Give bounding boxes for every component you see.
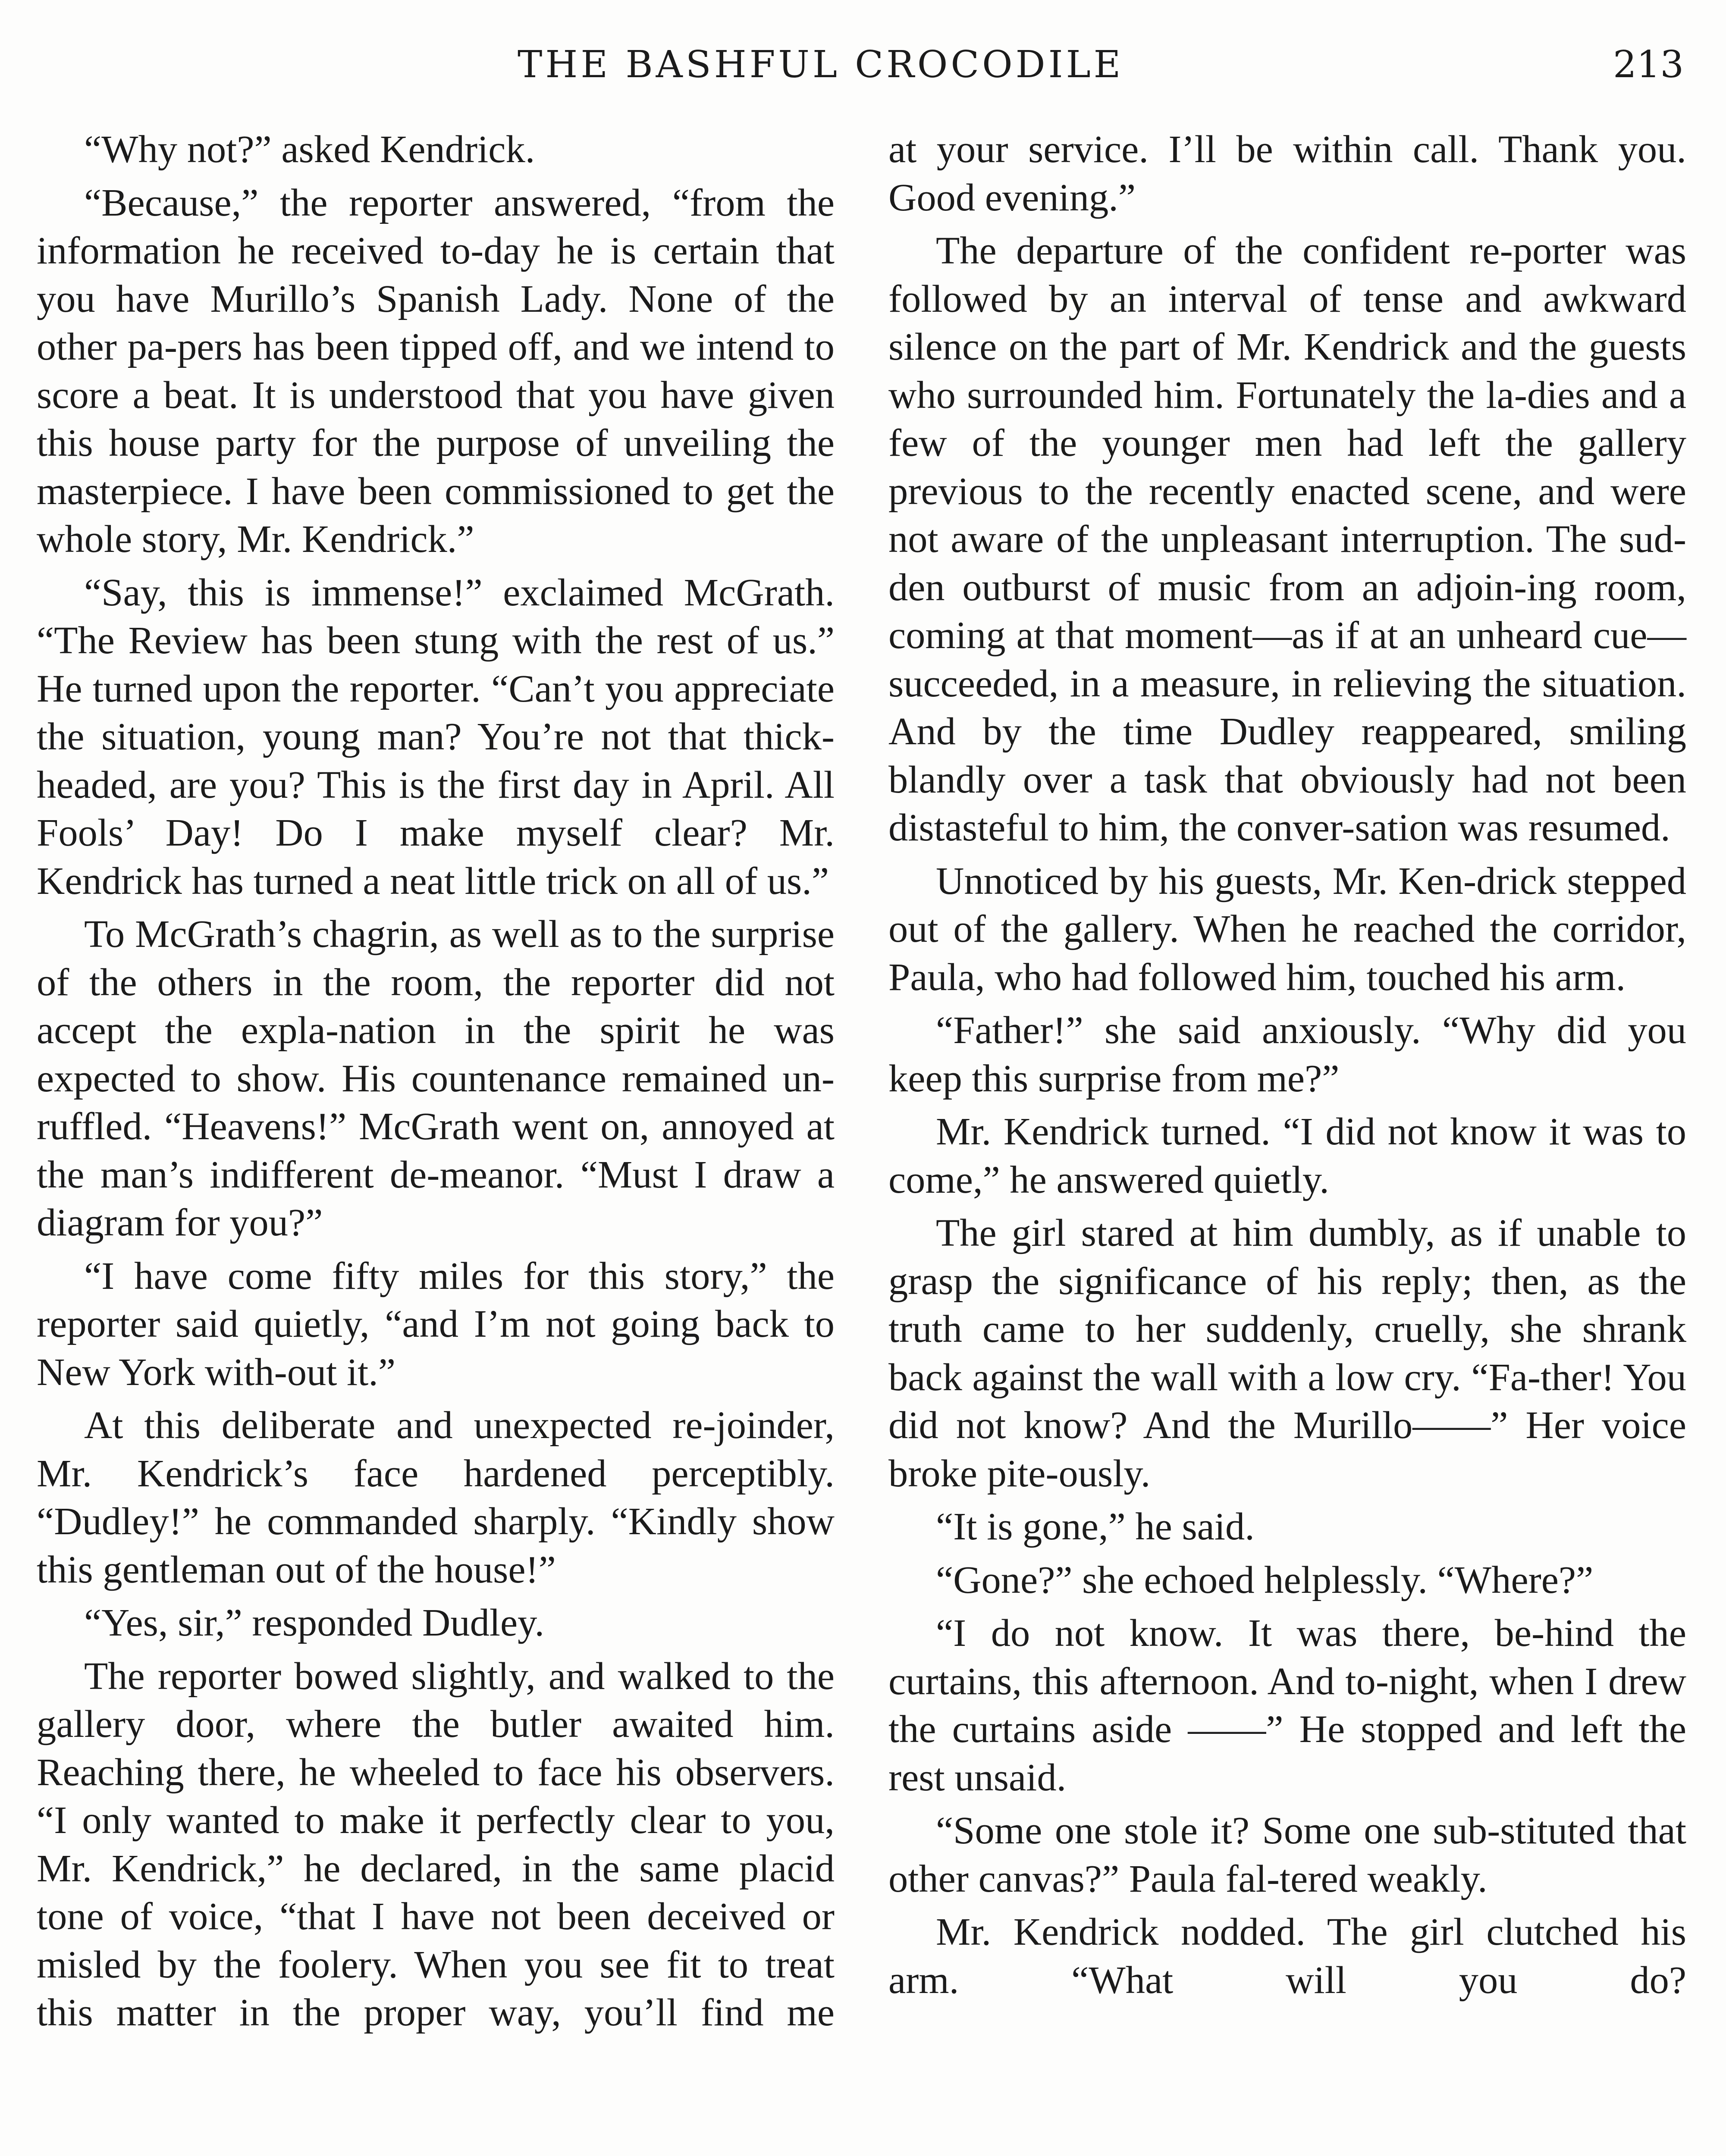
paragraph: “It is gone,” he said. (936, 1504, 1255, 1548)
paragraph: The girl stared at him dumbly, as if unable to grasp the significance of his reply; then, as the truth came to her suddenly, cruelly, she shrank back against the wall with a low cry. “Fa-ther! You did not know? And the Murillo——” Her voice broke pite-ously. (888, 1211, 1686, 1495)
paragraph: “I do not know. It was there, be-hind the curtains, this afternoon. And to-night, when I drew the curtains aside ——” He stopped and left the rest unsaid. (888, 1611, 1686, 1799)
page-number: 213 (1613, 43, 1684, 86)
paragraph-continued: at your service. I’ll be within call. Thank you. Good evening.” (888, 127, 1686, 219)
paragraph: The departure of the confident re-porter was followed by an interval of tense and awkward silence on the part of Mr. Kendrick and the guests who surrounded him. Fortunately the la-dies and a few of the younger men had left the gallery previous to the recently enacted scene, and were not aware of the unpleasant interruption. The sud-den outburst of music from an adjoin-ing room, coming at that moment—as if at an unheard cue—succeeded, in a measure, in relieving the situation. And by the time Dudley reappeared, smiling blandly over a task that obviously had not been distasteful to him, the conver-sation was resumed. (888, 229, 1686, 849)
paragraph: Unnoticed by his guests, Mr. Ken-drick stepped out of the gallery. When he reached the corridor, Paula, who had followed him, touched his arm. (888, 859, 1686, 999)
left-column (37, 125, 835, 2042)
paragraph: “Some one stole it? Some one sub-stituted that other canvas?” Paula fal-tered weakly. (888, 1808, 1686, 1900)
paragraph: To McGrath’s chagrin, as well as to the surprise of the others in the room, the reporter did not accept the expla-nation in the spirit he was expected to show. His countenance remained un-ruffled. “Heavens!” McGrath went on, annoyed at the man’s indifferent de-meanor. “Must I draw a diagram for you?” (37, 912, 835, 1244)
paragraph: “Because,” the reporter answered, “from the information he received to-day he is certain that you have Murillo’s Spanish Lady. None of the other pa-pers has been tipped off, and we intend to score a beat. It is understood that you have given this house party for the purpose of unveiling the masterpiece. I have been commissioned to get the whole story, Mr. Kendrick.” (37, 180, 835, 561)
paragraph: “Father!” she said anxiously. “Why did you keep this surprise from me?” (888, 1008, 1686, 1100)
paragraph: At this deliberate and unexpected re-joinder, Mr. Kendrick’s face hardened perceptibly. “Dudley!” he commanded sharply. “Kindly show this gentleman out of the house!” (37, 1403, 835, 1591)
running-title: THE BASHFUL CROCODILE (518, 43, 1124, 86)
paragraph: “Why not?” asked Kendrick. (84, 127, 535, 171)
paragraph: Mr. Kendrick turned. “I did not know it was to come,” he answered quietly. (888, 1109, 1686, 1201)
paragraph: Mr. Kendrick nodded. The girl clutched his arm. “What will you do? (888, 1910, 1686, 2002)
paragraph: “Say, this is immense!” exclaimed McGrath. “The Review has been stung with the rest of us.” He turned upon the reporter. “Can’t you appreciate the situation, young man? You’re not that thick-headed, are you? This is the first day in April. All Fools’ Day! Do I make myself clear? Mr. Kendrick has turned a neat little trick on all of us.” (37, 570, 835, 903)
right-column (888, 125, 1686, 2009)
paragraph: The reporter bowed slightly, and walked to the gallery door, where the butler awaited him. Reaching there, he wheeled to face his observers. “I only wanted to make it perfectly clear to you, Mr. Kendrick,” he declared, in the same placid tone of voice, “that I have not been deceived or misled by the foolery. When you see fit to treat this matter in the proper way, you’ll find me (37, 1654, 835, 2034)
paragraph: “Yes, sir,” responded Dudley. (84, 1601, 545, 1644)
paragraph: “Gone?” she echoed helplessly. “Where?” (936, 1557, 1594, 1601)
paragraph: “I have come fifty miles for this story,” the reporter said quietly, “and I’m not going back to New York with-out it.” (37, 1253, 835, 1394)
